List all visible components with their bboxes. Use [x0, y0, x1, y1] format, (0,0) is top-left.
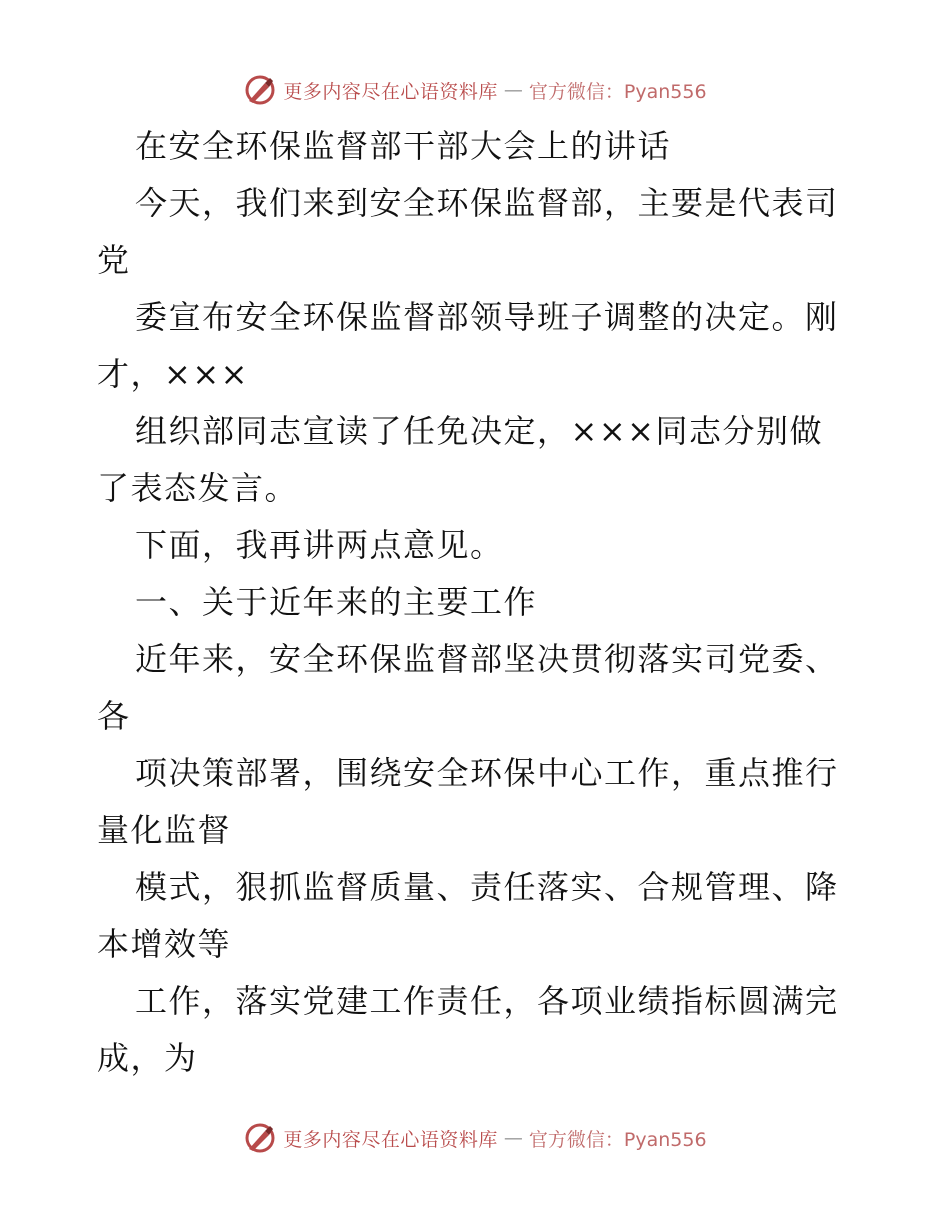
banner-contact: 官方微信：Pyan556	[528, 80, 707, 103]
paragraph-line: 组织部同志宣读了任免决定，×××同志分别做	[135, 412, 823, 450]
paragraph-line: 党	[97, 241, 131, 279]
pen-logo-icon	[243, 1121, 277, 1155]
paragraph-line: 成，为	[97, 1039, 198, 1077]
footer-banner	[0, 1118, 950, 1158]
paragraph-line: 才，×××	[97, 355, 249, 393]
document-title: 在安全环保监督部干部大会上的讲话	[135, 127, 672, 165]
paragraph-line: 了表态发言。	[97, 469, 299, 507]
paragraph-line: 量化监督	[97, 811, 232, 849]
banner-separator: —	[503, 79, 523, 101]
paragraph-line: 下面，我再讲两点意见。	[135, 526, 504, 564]
paragraph-line: 今天，我们来到安全环保监督部，主要是代表司	[135, 184, 839, 222]
paragraph-line: 模式，狠抓监督质量、责任落实、合规管理、降	[135, 868, 839, 906]
paragraph-line: 近年来，安全环保监督部坚决贯彻落实司党委、	[135, 640, 839, 678]
document-body	[97, 118, 857, 1087]
header-banner	[0, 70, 950, 110]
section-heading: 一、关于近年来的主要工作	[135, 583, 538, 621]
banner-slogan: 更多内容尽在心语资料库	[283, 80, 498, 103]
pen-logo-icon	[243, 73, 277, 107]
paragraph-line: 工作，落实党建工作责任，各项业绩指标圆满完	[135, 982, 839, 1020]
paragraph-line: 项决策部署，围绕安全环保中心工作，重点推行	[135, 754, 839, 792]
paragraph-line: 委宣布安全环保监督部领导班子调整的决定。刚	[135, 298, 839, 336]
banner-slogan: 更多内容尽在心语资料库	[283, 1128, 498, 1151]
paragraph-line: 本增效等	[97, 925, 232, 963]
paragraph-line: 各	[97, 697, 131, 735]
banner-separator: —	[503, 1127, 523, 1149]
banner-contact: 官方微信：Pyan556	[528, 1128, 707, 1151]
